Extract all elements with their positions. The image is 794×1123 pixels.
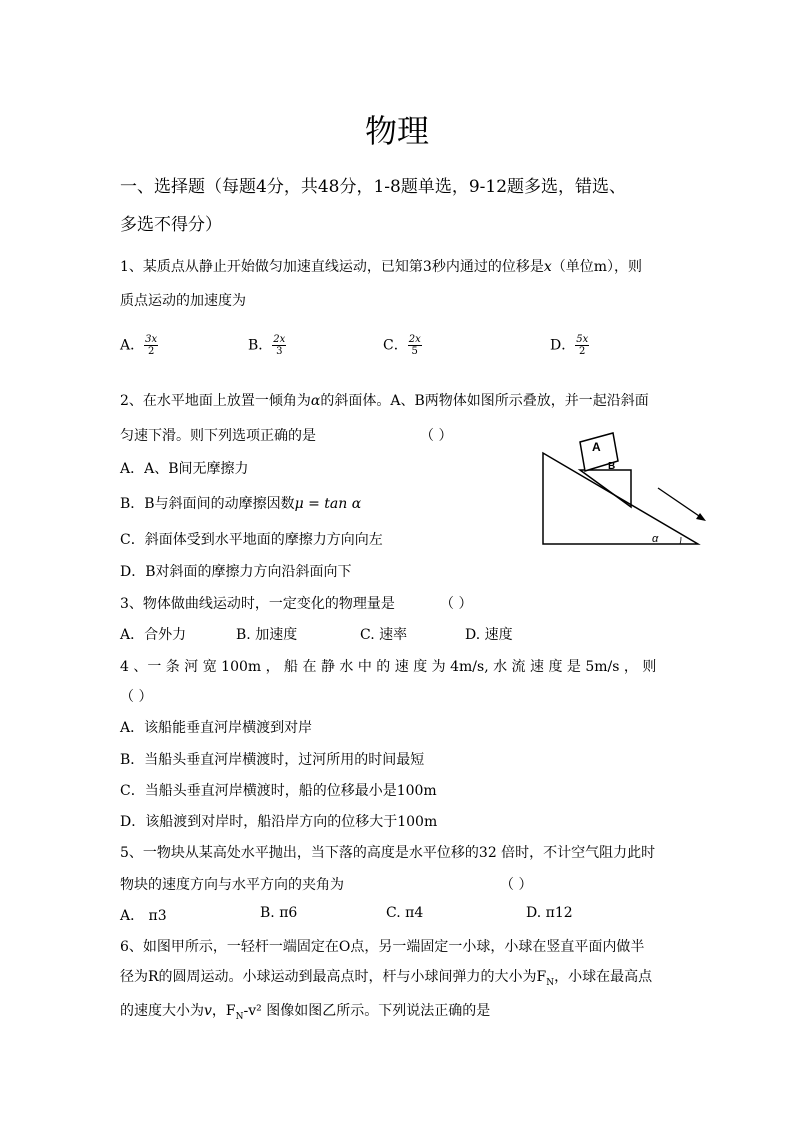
fn-symbol: F (225, 1003, 236, 1019)
q5-option-b: B. π6 (260, 905, 298, 921)
q2-option-d: D．B对斜面的摩擦力方向沿斜面向下 (120, 564, 352, 580)
page-title: 物理 (364, 112, 429, 150)
numerator: 2x (408, 334, 421, 345)
q1-stem-unit: （单位m），则 (551, 259, 643, 275)
q2-stem-line1 (120, 390, 649, 410)
q5-option-d: D. π12 (526, 905, 573, 921)
block-a-label: A (592, 440, 601, 454)
q6-fn (536, 969, 555, 988)
q6-stem-line3-rest: -v² 图像如图乙所示。下列说法正确的是 (243, 1003, 491, 1019)
q1-option-d (550, 334, 589, 357)
q4-option-a: A．该船能垂直河岸横渡到对岸 (120, 720, 313, 736)
numerator: 5x (576, 334, 589, 345)
q2-answer-paren: （ ） (420, 428, 453, 444)
section-heading-line1: 一、选择题（每题4分，共48分，1-8题单选，9-12题多选，错选、 (120, 177, 627, 197)
q6-stem-line2-text: 径为R的圆周运动。小球运动到最高点时，杆与小球间弹力的大小为 (120, 969, 537, 985)
q3-option-d: D. 速度 (465, 627, 513, 643)
q2-option-b-text: B．B与斜面间的动摩擦因数 (120, 496, 295, 512)
q2-option-b-formula: μ = tan α (294, 496, 362, 512)
q6-stem-line3 (120, 1000, 490, 1022)
q6-comma: ， (211, 1003, 226, 1019)
fn-subscript: N (546, 977, 555, 988)
q2-stem-text: 2、在水平地面上放置一倾角为 (120, 393, 311, 409)
option-label: C． (383, 337, 408, 354)
q3-answer-paren: （ ） (440, 596, 473, 612)
option-label: A． (120, 337, 145, 354)
q2-stem-line2: 匀速下滑。则下列选项正确的是 (120, 428, 316, 444)
option-label: D． (550, 337, 576, 354)
numerator: 3x (145, 334, 158, 345)
q5-stem-line2: 物块的速度方向与水平方向的夹角为 (120, 877, 344, 893)
option-label: B． (248, 337, 273, 354)
q3-stem: 3、物体做曲线运动时，一定变化的物理量是 (120, 596, 395, 612)
q4-option-c: C．当船头垂直河岸横渡时，船的位移最小是100m (120, 783, 437, 799)
fraction (408, 334, 422, 357)
q1-option-a (120, 334, 158, 357)
block-b-label: B (608, 461, 616, 472)
q2-option-c: C．斜面体受到水平地面的摩擦力方向向左 (120, 532, 383, 548)
denominator: 5 (411, 346, 418, 357)
q5-stem-line1: 5、一物块从某高处水平抛出，当下落的高度是水平位移的32 倍时，不计空气阻力此时 (120, 845, 656, 861)
q5-option-c: C. π4 (386, 905, 424, 921)
q6-stem-line2 (120, 966, 652, 988)
q3-option-c: C. 速率 (360, 627, 408, 643)
section-heading-line2: 多选不得分） (120, 215, 222, 235)
q6-stem-line2-rest: ，小球在最高点 (554, 969, 653, 985)
fraction (144, 334, 158, 357)
q1-option-c (383, 334, 422, 357)
q5-option-a: A． π3 (120, 908, 167, 924)
fn-symbol: F (536, 969, 547, 985)
q3-option-a: A．合外力 (120, 627, 187, 643)
fn-subscript: N (235, 1011, 244, 1022)
q2-option-b (120, 493, 361, 513)
q1-var-x: x (543, 259, 552, 275)
q1-stem-line1 (120, 256, 642, 276)
q1-option-b (248, 334, 286, 357)
fraction (575, 334, 589, 357)
q6-v: v (204, 1003, 212, 1019)
denominator: 2 (579, 346, 586, 357)
q1-stem-text: 1、某质点从静止开始做匀加速直线运动，已知第3秒内通过的位移是 (120, 259, 544, 275)
numerator: 2x (273, 334, 286, 345)
denominator: 3 (276, 346, 283, 357)
q3-option-b: B. 加速度 (236, 627, 298, 643)
q4-option-b: B．当船头垂直河岸横渡时，过河所用的时间最短 (120, 752, 425, 768)
angle-alpha-label: α (652, 533, 659, 545)
denominator: 2 (147, 346, 155, 357)
q6-stem-line1: 6、如图甲所示，一轻杆一端固定在O点，另一端固定一小球，小球在竖直平面内做半 (120, 939, 645, 955)
q2-stem-text-rest: 的斜面体。A、B两物体如图所示叠放，并一起沿斜面 (320, 393, 649, 409)
q6-fn-graph (225, 1003, 244, 1022)
q4-option-d: D．该船渡到对岸时，船沿岸方向的位移大于100m (120, 814, 438, 830)
block-b-wedge (580, 470, 631, 507)
q1-stem-line2: 质点运动的加速度为 (120, 293, 246, 309)
q4-stem-line1: 4 、一 条 河 宽 100m ， 船 在 静 水 中 的 速 度 为 4m/s, 水 流 速 度 是 5m/s ， 则 (120, 659, 657, 675)
velocity-arrow (658, 488, 702, 518)
q2-option-a: A．A、B间无摩擦力 (120, 461, 249, 477)
angle-arc (680, 537, 681, 544)
fraction (272, 334, 286, 357)
q5-answer-paren: （ ） (500, 877, 533, 893)
q6-stem-line3-text: 的速度大小为 (120, 1003, 204, 1019)
incline-figure (530, 430, 710, 555)
q2-alpha: α (310, 393, 321, 409)
q4-answer-paren: （ ） (120, 689, 153, 705)
